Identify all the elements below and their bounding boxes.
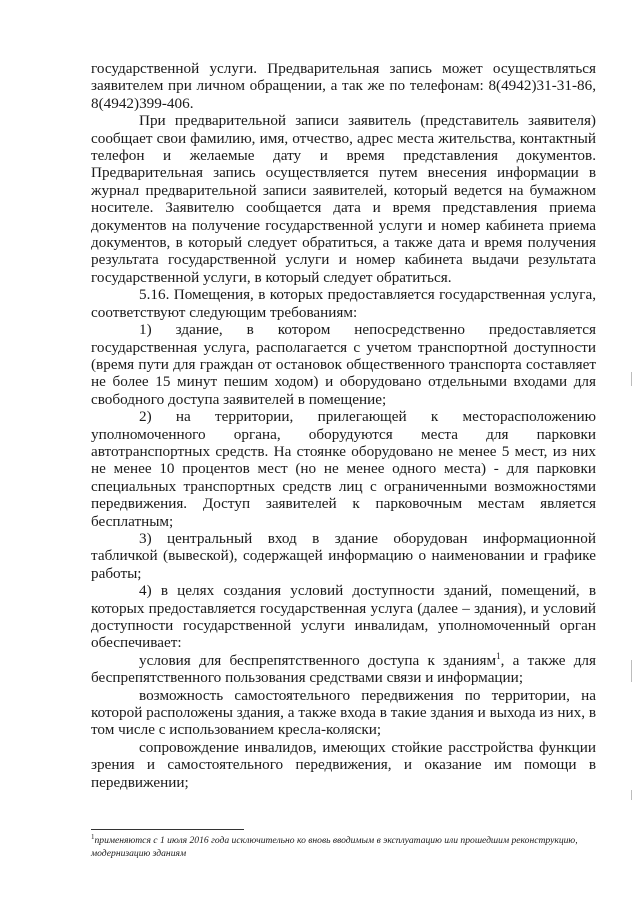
footnote	[91, 834, 591, 860]
sub-item-independent-movement: возможность самостоятельного передвижения по территории, на которой расположены здания, а также входа в такие здания и выхода из них, в том числе с использованием кресла-коляски;	[91, 686, 596, 739]
footnote-reference: 1	[496, 650, 501, 661]
list-item-2: 2) на территории, прилегающей к месторасположению уполномоченного органа, оборудуются места для парковки автотранспортных средств. На стоянке оборудовано не менее 5 мест, из них не менее 10 процентов мест (но не менее одного места) - для парковки специальных транспортных средств лиц с ограниченными возможностями передвижения. Доступ заявителей к парковочным местам является бесплатным;	[91, 408, 596, 530]
list-item-1: 1) здание, в котором непосредственно предоставляется государственная услуга, располагается с учетом транспортной доступности (время пути для граждан от остановок общественного транспорта составляет не более 15 минут пешим ходом) и оборудовано отдельными входами для свободного доступа заявителей в помещение;	[91, 321, 596, 408]
scan-margin-mark	[631, 790, 632, 800]
paragraph-continuation: государственной услуги. Предварительная запись может осуществляться заявителем при личном обращении, а так же по телефонам: 8(4942)31-31-86, 8(4942)399-406.	[91, 60, 596, 112]
sub-item-access-text-cont: , а также для беспрепятственного пользования средствами связи и информации;	[91, 651, 596, 687]
list-item-4: 4) в целях создания условий доступности зданий, помещений, в которых предоставляется государственная услуга (далее – здания), и условий доступности государственной услуги инвалидам, уполномоченный орган обеспечивает:	[91, 582, 596, 652]
scan-margin-mark	[631, 660, 632, 682]
paragraph-section-5-16: 5.16. Помещения, в которых предоставляется государственная услуга, соответствуют следующим требованиям:	[91, 286, 596, 321]
footnote-text: применяются с 1 июля 2016 года исключительно ко вновь вводимым в эксплуатацию или прошедшим реконструкцию, модернизацию зданиям	[91, 835, 578, 859]
sub-item-access-conditions	[91, 652, 596, 687]
footnote-divider	[91, 829, 244, 830]
sub-item-access-text: условия для беспрепятственного доступа к зданиям	[139, 651, 497, 669]
scan-margin-mark	[631, 372, 632, 386]
footnote-number: 1	[91, 833, 95, 841]
document-body	[91, 60, 596, 791]
paragraph-preliminary-record: При предварительной записи заявитель (представитель заявителя) сообщает свои фамилию, имя, отчество, адрес места жительства, контактный телефон и желаемые дату и время представления документов. Предварительная запись осуществляется путем внесения информации в журнал предварительной записи заявителей, который ведется на бумажном носителе. Заявителю сообщается дата и время представления приема документов на получение государственной услуги и номер кабинета приема документов, в который следует обратиться, а также дата и время получения результата государственной услуги и номер кабинета выдачи результата государственной услуги, в который следует обратиться.	[91, 112, 596, 286]
list-item-3: 3) центральный вход в здание оборудован информационной табличкой (вывеской), содержащей информацию о наименовании и графике работы;	[91, 529, 596, 582]
sub-item-escort: сопровождение инвалидов, имеющих стойкие расстройства функции зрения и самостоятельного передвижения, и оказание им помощи в передвижении;	[91, 738, 596, 791]
